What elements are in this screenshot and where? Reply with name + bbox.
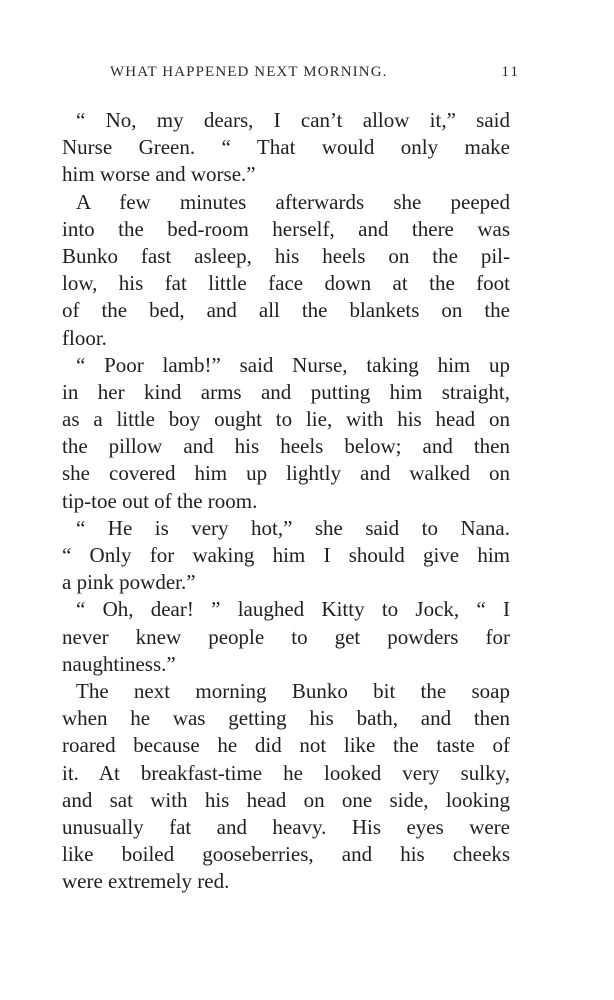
- text-line: “ Only for waking him I should give him: [62, 543, 510, 567]
- text-line: as a little boy ought to lie, with his head on: [62, 407, 510, 432]
- text-line: “ Poor lamb!” said Nurse, taking him up: [76, 352, 510, 377]
- text-line: the pillow and his heels below; and then: [62, 434, 510, 459]
- text-line: “ Oh, dear! ” laughed Kitty to Jock, “ I: [76, 597, 510, 622]
- text-line: “ He is very hot,” she said to Nana.: [76, 515, 510, 540]
- text-line: The next morning Bunko bit the soap: [76, 678, 510, 703]
- text-line: naughtiness.”: [62, 651, 176, 676]
- running-title: WHAT HAPPENED NEXT MORNING.: [110, 64, 388, 80]
- text-line: never knew people to get powders for: [62, 624, 510, 649]
- text-line: floor.: [62, 325, 107, 350]
- text-line: a pink powder.”: [62, 570, 196, 595]
- text-line: unusually fat and heavy. His eyes were: [62, 814, 510, 839]
- text-line: Bunko fast asleep, his heels on the pil-: [62, 243, 510, 268]
- text-line: into the bed-room herself, and there was: [62, 216, 510, 241]
- text-line: tip-toe out of the room.: [62, 488, 258, 513]
- text-line: A few minutes afterwards she peeped: [76, 189, 510, 214]
- page-number: 11: [501, 64, 520, 80]
- text-line: of the bed, and all the blankets on the: [62, 298, 510, 323]
- text-line: Nurse Green. “ That would only make: [62, 135, 510, 160]
- text-line: and sat with his head on one side, looking: [62, 787, 510, 812]
- text-line: low, his fat little face down at the foot: [62, 271, 510, 296]
- text-line: roared because he did not like the taste of: [62, 733, 510, 758]
- text-line: were extremely red.: [62, 869, 230, 894]
- text-line: she covered him up lightly and walked on: [62, 461, 510, 486]
- text-line: like boiled gooseberries, and his cheeks: [62, 842, 510, 867]
- text-line: “ No, my dears, I can’t allow it,” said: [76, 108, 510, 132]
- text-line: in her kind arms and putting him straight,: [62, 379, 510, 404]
- page-header: [110, 64, 520, 86]
- text-line: him worse and worse.”: [62, 162, 256, 187]
- text-line: when he was getting his bath, and then: [62, 706, 510, 731]
- text-line: it. At breakfast-time he looked very sulky,: [62, 760, 510, 785]
- body-text: [62, 107, 510, 895]
